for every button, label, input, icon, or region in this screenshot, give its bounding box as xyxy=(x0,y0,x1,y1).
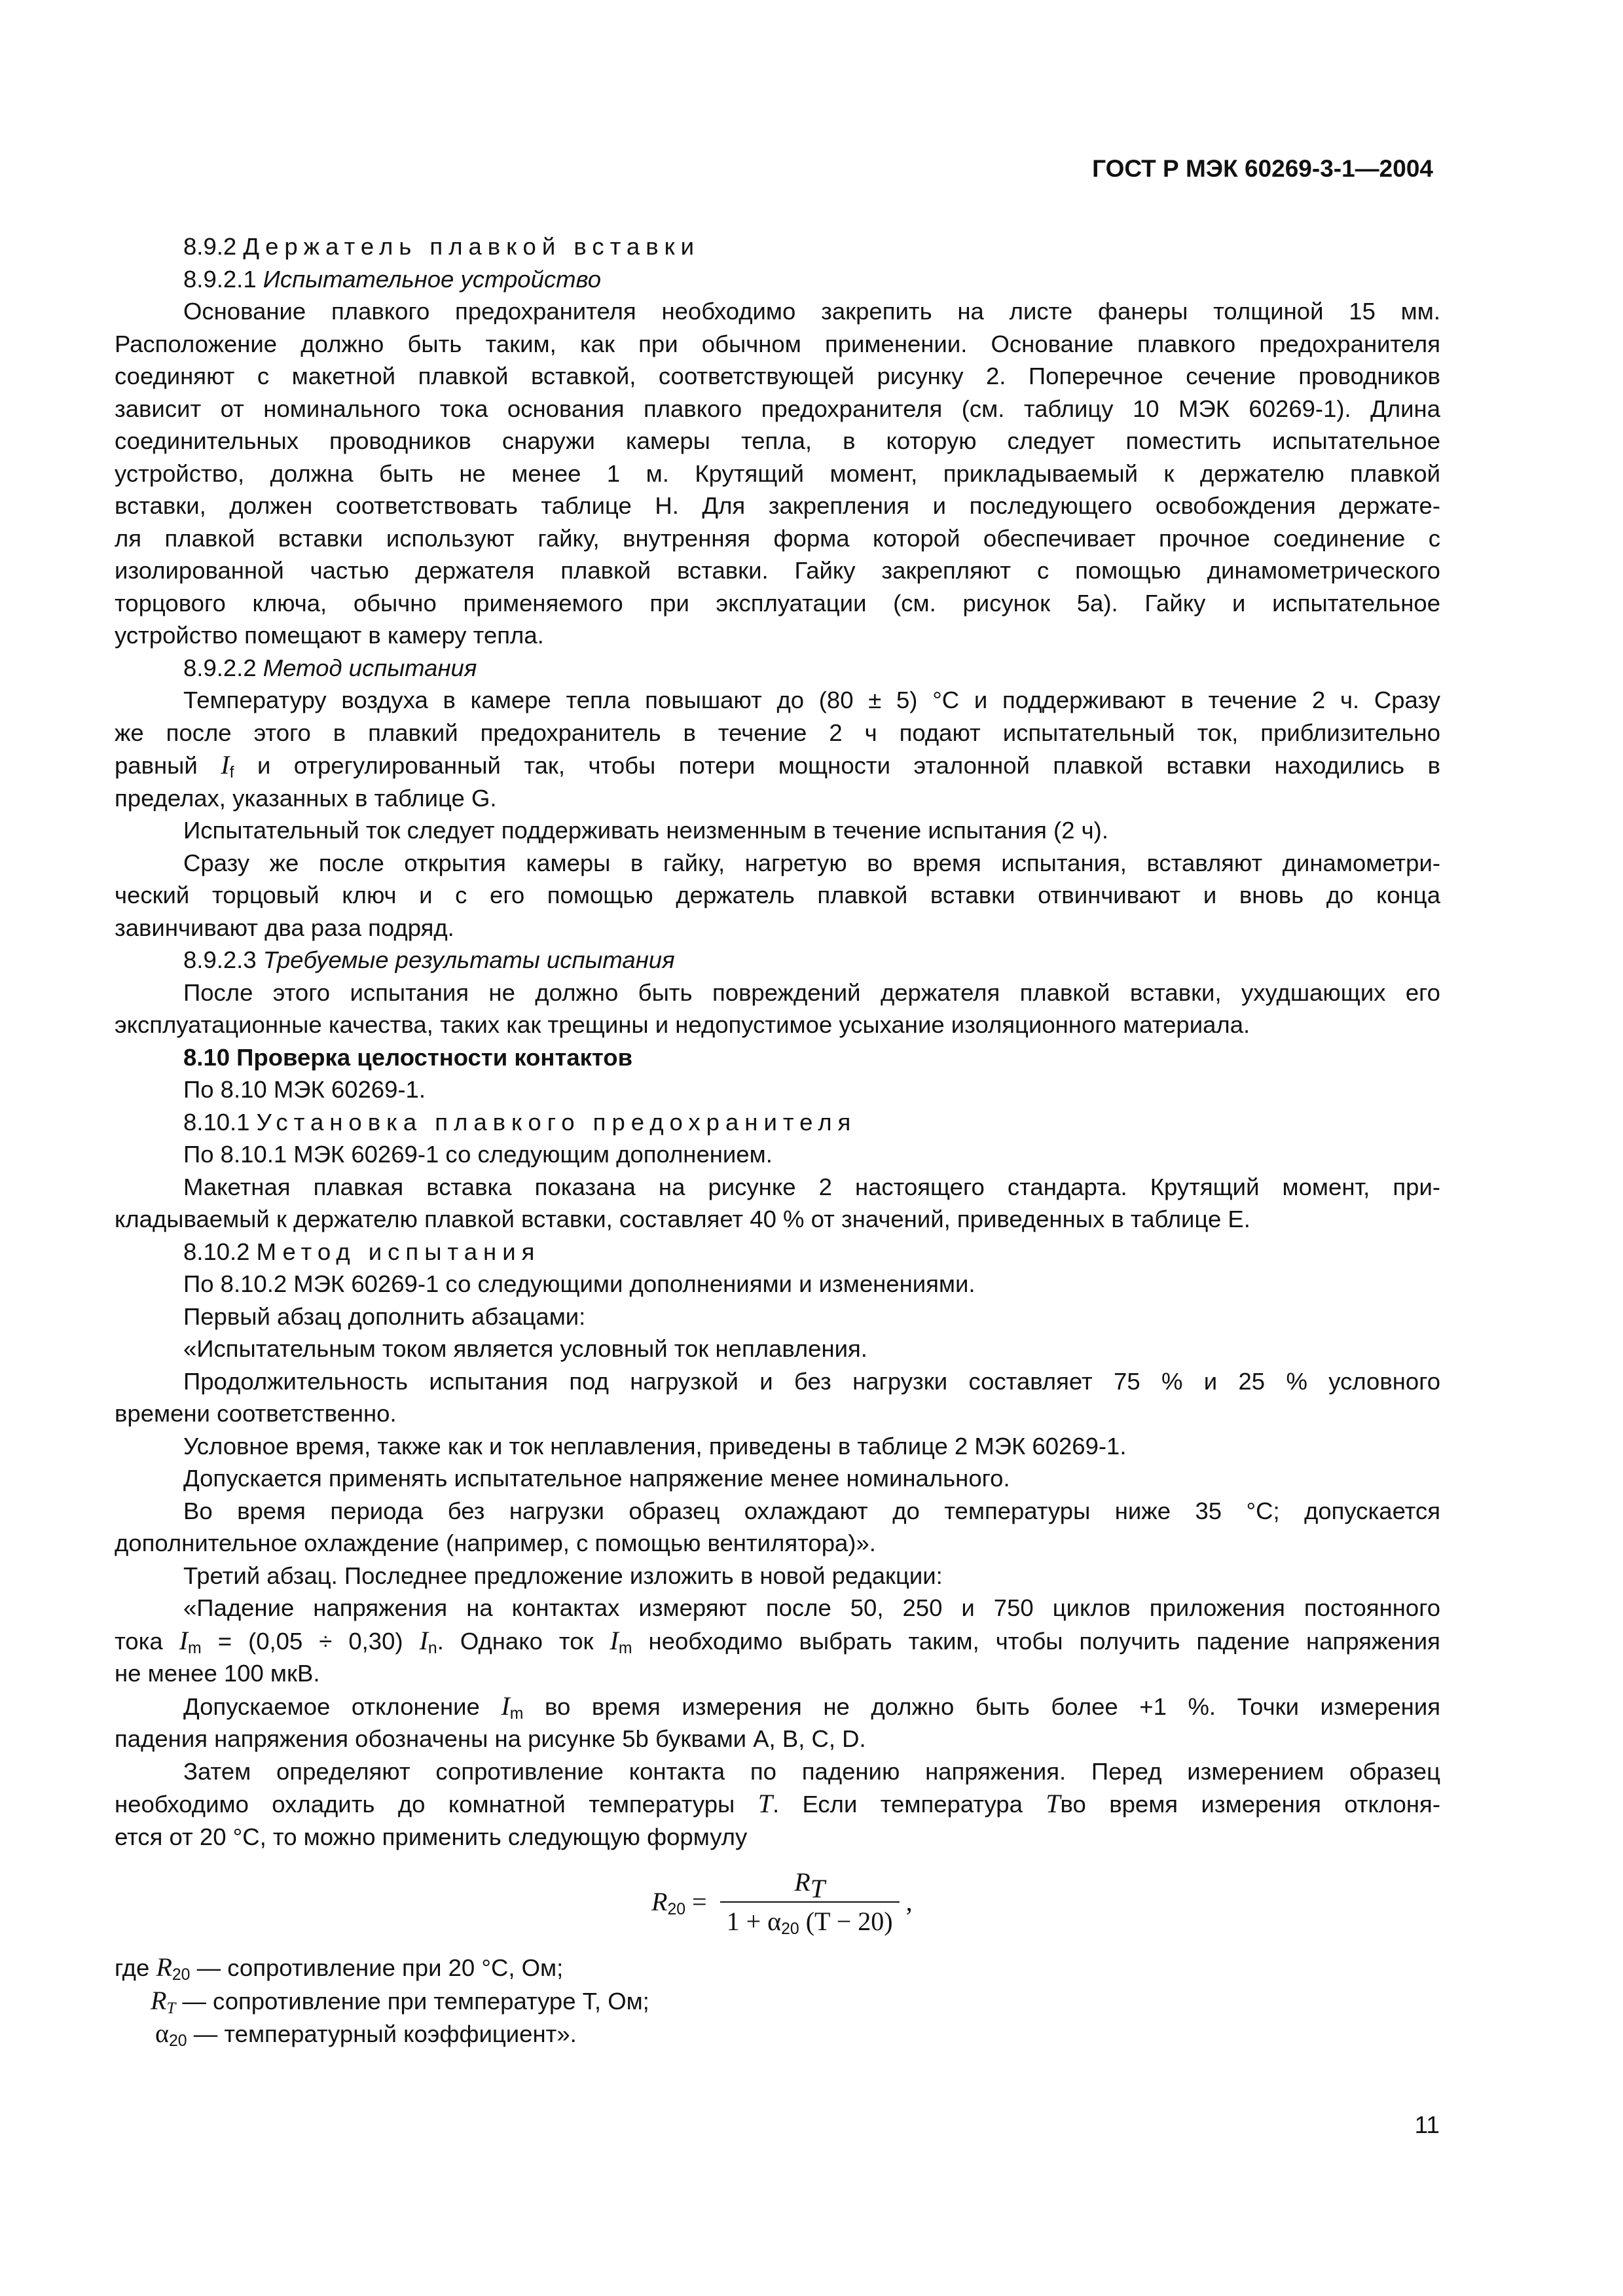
text-line: После этого испытания не должно быть повреждений держателя плавкой вставки, ухудшающих его xyxy=(183,978,1440,1006)
text-line: завинчивают два раза подряд. xyxy=(115,914,454,941)
where-row xyxy=(115,2017,1440,2051)
symbol-subscript: 20 xyxy=(781,1920,799,1938)
where-row xyxy=(115,1951,1440,1984)
document-code-header: ГОСТ Р МЭК 60269-3-1—2004 xyxy=(1092,155,1433,182)
current-symbol xyxy=(179,1626,202,1655)
text-line: Во время периода без нагрузки образец охлаждают до температуры ниже 35 °С; допускается xyxy=(183,1497,1440,1524)
symbol-letter: I xyxy=(419,1625,428,1655)
text-line: Условное время, также как и ток неплавления, приведены в таблице 2 МЭК 60269-1. xyxy=(183,1432,1127,1460)
symbol-letter: R xyxy=(651,1886,668,1916)
symbol-letter: I xyxy=(179,1625,189,1655)
section-number: 8.9.2 xyxy=(183,233,237,260)
text-line: ля плавкой вставки используют гайку, внутренняя форма которой обеспечивает прочное соединение с xyxy=(115,524,1440,552)
symbol-letter: I xyxy=(610,1625,619,1655)
text-line: вставки, должен соответствовать таблице H. Для закрепления и последующего освобождения держате- xyxy=(115,492,1440,519)
where-symbol xyxy=(155,2018,187,2051)
where-word: где xyxy=(115,1954,150,1981)
text-line: ческий торцовый ключ и с его помощью держатель плавкой вставки отвинчивают и вновь до конца xyxy=(115,882,1440,908)
symbol-letter: I xyxy=(501,1691,510,1721)
subsection-title: Требуемые результаты испытания xyxy=(263,946,675,973)
text-line xyxy=(115,1787,1440,1821)
text-fragment: во время измерения не должно быть более +1 %. Точки измерения xyxy=(545,1693,1440,1720)
text-line: Макетная плавкая вставка показана на рисунке 2 настоящего стандарта. Крутящий момент, при- xyxy=(183,1173,1440,1200)
subsection-title: Установка плавкого предохранителя xyxy=(256,1108,857,1136)
text-line: дополнительное охлаждение (например, с помощью вентилятора)». xyxy=(115,1530,876,1556)
formula-block xyxy=(115,1853,1440,1951)
text-fragment: = (0,05 ÷ 0,30) xyxy=(217,1627,403,1655)
formula-fraction xyxy=(720,1866,900,1937)
text-fragment: и отрегулированный так, чтобы потери мощности эталонной плавкой вставки находились в xyxy=(257,752,1440,779)
symbol-letter: R xyxy=(156,1952,172,1982)
text-line: устройство, должна быть не менее 1 м. Крутящий момент, прикладываемый к держателю плавкой xyxy=(115,459,1440,487)
document-body xyxy=(115,230,1440,2051)
text-line: устройство помещают в камеру тепла. xyxy=(115,622,544,649)
symbol-subscript: m xyxy=(618,1639,632,1657)
text-line xyxy=(115,1690,1440,1723)
text-line: По 8.10.1 МЭК 60269-1 со следующим дополнением. xyxy=(183,1141,773,1168)
subsection-heading xyxy=(115,652,1440,685)
subsection-heading xyxy=(115,1106,1440,1139)
text-line: не менее 100 мкВ. xyxy=(115,1660,320,1687)
page-number: 11 xyxy=(1414,2111,1440,2138)
section-title: Держатель плавкой вставки xyxy=(243,233,700,260)
text-line xyxy=(115,749,1440,782)
subsection-number: 8.9.2.1 xyxy=(183,265,257,293)
text-line: Основание плавкого предохранителя необходимо закрепить на листе фанеры толщиной 15 мм. xyxy=(183,298,1440,325)
symbol-subscript: m xyxy=(188,1639,202,1657)
subsection-heading xyxy=(115,1236,1440,1268)
subsection-number: 8.10.1 xyxy=(183,1108,250,1136)
text-line: ется от 20 °С, то можно применить следующую формулу xyxy=(115,1823,748,1850)
symbol-letter: R xyxy=(794,1867,811,1897)
text-fragment: во время измерения отклоня- xyxy=(1060,1791,1440,1818)
text-line: зависит от номинального тока основания плавкого предохранителя (см. таблицу 10 МЭК 60269-1). Длина xyxy=(115,395,1440,422)
text-line: падения напряжения обозначены на рисунке 5b буквами A, B, C, D. xyxy=(115,1725,866,1752)
formula-comma: , xyxy=(905,1886,913,1916)
symbol-subscript: T xyxy=(166,1999,176,2017)
where-definition: — сопротивление при температуре T, Ом; xyxy=(182,1987,649,2015)
text-line: времени соответственно. xyxy=(115,1400,397,1427)
where-row xyxy=(115,1984,1440,2018)
text-line: Первый абзац дополнить абзацами: xyxy=(183,1302,586,1330)
subsection-number: 8.9.2.3 xyxy=(183,946,257,973)
text-line: Третий абзац. Последнее предложение изложить в новой редакции: xyxy=(183,1562,943,1589)
text-line: Испытательный ток следует поддерживать неизменным в течение испытания (2 ч). xyxy=(183,817,1108,844)
subsection-heading xyxy=(115,263,1440,296)
formula-lhs xyxy=(651,1886,685,1918)
text-line: Допускается применять испытательное напряжение менее номинального. xyxy=(183,1465,1010,1492)
text-line: По 8.10.2 МЭК 60269-1 со следующими дополнениями и изменениями. xyxy=(183,1270,976,1297)
subsection-number: 8.9.2.2 xyxy=(183,654,257,681)
text-line: Затем определяют сопротивление контакта по падению напряжения. Перед измерением образец xyxy=(183,1757,1440,1785)
symbol-subscript: T xyxy=(810,1874,825,1903)
subsection-number: 8.10.2 xyxy=(183,1238,250,1265)
where-definition: — температурный коэффициент». xyxy=(193,2020,577,2047)
text-line: торцового ключа, обычно применяемого при эксплуатации (см. рисунок 5a). Гайку и испытательное xyxy=(115,589,1440,617)
section-heading: 8.10 Проверка целостности контактов xyxy=(183,1043,633,1071)
text-line xyxy=(115,1624,1440,1658)
text-fragment: . Если температура xyxy=(772,1791,1023,1818)
denominator-part: (T − 20) xyxy=(805,1906,893,1936)
text-fragment: равный xyxy=(115,752,198,779)
text-line: кладываемый к держателю плавкой вставки, составляет 40 % от значений, приведенных в таблице E. xyxy=(115,1206,1250,1232)
text-line: «Испытательным током является условный ток неплавления. xyxy=(183,1335,867,1362)
text-fragment: необходимо выбрать таким, чтобы получить падение напряжения xyxy=(648,1627,1440,1655)
text-line: соединяют с макетной плавкой вставкой, соответствующей рисунку 2. Поперечное сечение проводников xyxy=(115,363,1440,389)
text-line: «Падение напряжения на контактах измеряют после 50, 250 и 750 циклов приложения постоянного xyxy=(183,1594,1440,1621)
text-line: эксплуатационные качества, таких как трещины и недопустимое усыхание изоляционного материала. xyxy=(115,1011,1250,1038)
current-symbol xyxy=(221,750,234,780)
fraction-numerator xyxy=(788,1866,831,1901)
symbol-subscript: f xyxy=(229,764,234,782)
text-line: же после этого в плавкий предохранитель в течение 2 ч подают испытательный ток, приблизительно xyxy=(115,719,1440,746)
equals-sign: = xyxy=(692,1886,707,1916)
section-heading xyxy=(115,230,1440,263)
subsection-title: Метод испытания xyxy=(263,654,477,681)
where-definition: — сопротивление при 20 °С, Ом; xyxy=(196,1954,564,1981)
text-fragment: тока xyxy=(115,1627,163,1655)
symbol-letter: R xyxy=(151,1985,167,2015)
text-fragment: необходимо охладить до комнатной температуры xyxy=(115,1791,735,1818)
subsection-title: Метод испытания xyxy=(256,1238,541,1265)
symbol-letter: I xyxy=(221,750,230,780)
text-line: изолированной частью держателя плавкой вставки. Гайку закрепляют с помощью динамометрического xyxy=(115,557,1440,584)
current-symbol xyxy=(420,1626,437,1655)
text-line: По 8.10 МЭК 60269-1. xyxy=(183,1076,426,1103)
text-line: Температуру воздуха в камере тепла повышают до (80 ± 5) °С и поддерживают в течение 2 ч. Сразу xyxy=(183,687,1440,713)
text-line: Расположение должно быть таким, как при обычном применении. Основание плавкого предохранителя xyxy=(115,330,1440,357)
symbol-letter: α xyxy=(155,2018,169,2048)
text-fragment: . Однако ток xyxy=(437,1627,594,1655)
current-symbol xyxy=(610,1626,632,1655)
temperature-symbol: T xyxy=(757,1789,773,1818)
symbol-subscript: n xyxy=(428,1639,437,1657)
symbol-subscript: 20 xyxy=(168,2032,187,2051)
symbol-subscript: 20 xyxy=(172,1966,191,1984)
symbol-subscript: 20 xyxy=(667,1900,686,1918)
where-symbol xyxy=(151,1986,175,2015)
where-symbol xyxy=(156,1952,190,1982)
text-line: Сразу же после открытия камеры в гайку, нагретую во время испытания, вставляют динамометри- xyxy=(183,849,1440,876)
text-fragment: Допускаемое отклонение xyxy=(183,1693,480,1720)
text-line: Продолжительность испытания под нагрузкой и без нагрузки составляет 75 % и 25 % условного xyxy=(183,1367,1440,1395)
resistance-formula xyxy=(651,1866,913,1937)
text-line: пределах, указанных в таблице G. xyxy=(115,784,497,812)
text-line: соединительных проводников снаружи камеры тепла, в которую следует поместить испытательное xyxy=(115,427,1440,454)
fraction-denominator xyxy=(720,1901,900,1938)
subsection-title: Испытательное устройство xyxy=(263,265,602,293)
temperature-symbol: T xyxy=(1046,1789,1061,1818)
subsection-heading xyxy=(115,944,1440,977)
denominator-part: 1 + α xyxy=(726,1906,782,1936)
current-symbol xyxy=(501,1691,523,1721)
symbol-subscript: m xyxy=(509,1704,524,1723)
